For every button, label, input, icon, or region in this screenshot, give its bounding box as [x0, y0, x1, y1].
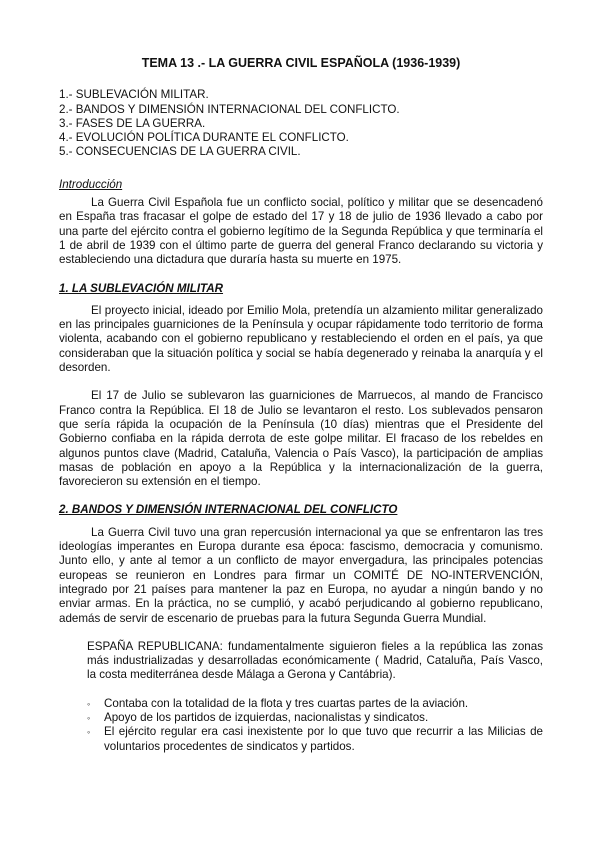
toc-item: 2.- BANDOS Y DIMENSIÓN INTERNACIONAL DEL CONFLICTO. — [59, 102, 400, 116]
toc-item: 5.- CONSECUENCIAS DE LA GUERRA CIVIL. — [59, 145, 301, 159]
republic-bullet-list — [87, 697, 543, 754]
list-item — [87, 711, 543, 725]
list-item-text: El ejército regular era casi inexistente por lo que tuvo que recurrir a las Milicias de voluntarios procedentes de sindicatos y partidos. — [104, 725, 543, 753]
intro-paragraph: La Guerra Civil Española fue un conflicto social, político y militar que se desencadenó en España tras fracasar el golpe de estado del 17 y 18 de julio de 1936 llevado a cabo por una parte del ejército contra el gobierno legítimo de la Segunda República y que terminaría el 1 de abril de 1939 con el último parte de guerra del general Franco declarando su victoria y estableciendo una dictadura que duraría hasta su muerte en 1975. — [59, 196, 543, 267]
section-2-heading: 2. BANDOS Y DIMENSIÓN INTERNACIONAL DEL CONFLICTO — [59, 503, 398, 517]
toc-item: 4.- EVOLUCIÓN POLÍTICA DURANTE EL CONFLICTO. — [59, 131, 349, 145]
section-1-paragraph: El 17 de Julio se sublevaron las guarniciones de Marruecos, al mando de Francisco Franco contra la República. El 18 de Julio se levantaron el resto. Los sublevados pensaron que sería rápida la ocupación de la Península (10 días) mientras que el Presidente del Gobierno confiaba en la rápida derrota de este golpe militar. El fracaso de los rebeldes en algunos puntos clave (Madrid, Cataluña, Valencia o País Vasco), la participación de amplias masas de población en apoyo a la República y la internacionalización de la guerra, favorecieron su extensión en el tiempo. — [59, 389, 543, 489]
list-item-text: Contaba con la totalidad de la flota y tres cuartas partes de la aviación. — [104, 696, 469, 710]
bullet-icon: ◦ — [87, 727, 91, 738]
bullet-icon: ◦ — [87, 712, 91, 723]
republic-block: ESPAÑA REPUBLICANA: fundamentalmente siguieron fieles a la república las zonas más industrializadas y desarrolladas económicamente ( Madrid, Cataluña, País Vasco, la costa mediterránea desde Málaga a Gerona y Cantábria). — [87, 639, 543, 682]
list-item-text: Apoyo de los partidos de izquierdas, nacionalistas y sindicatos. — [104, 710, 429, 724]
intro-label: Introducción — [59, 177, 123, 191]
list-item — [87, 725, 543, 754]
toc-item: 1.- SUBLEVACIÓN MILITAR. — [59, 88, 209, 102]
bullet-icon: ◦ — [87, 698, 91, 709]
toc-item: 3.- FASES DE LA GUERRA. — [59, 116, 206, 130]
table-of-contents — [59, 88, 543, 159]
section-1-heading: 1. LA SUBLEVACIÓN MILITAR — [59, 281, 224, 295]
section-1-paragraph: El proyecto inicial, ideado por Emilio Mola, pretendía un alzamiento militar generalizado en las principales guarniciones de la Península y ocupar rápidamente todo territorio de forma violenta, acabando con el gobierno republicano y restableciendo el orden en el país, ya que consideraban que la situación política y social se había degenerado y reinaba la anarquía y el desorden. — [59, 303, 543, 375]
document-title: TEMA 13 .- LA GUERRA CIVIL ESPAÑOLA (1936-1939) — [141, 56, 461, 70]
list-item — [87, 697, 543, 711]
section-2-paragraph: La Guerra Civil tuvo una gran repercusión internacional ya que se enfrentaron las tres ideologías imperantes en Europa durante esa época: fascismo, democracia y comunismo. Junto ello, y ante al temor a un conflicto de mayor envergadura, las principales potencias europeas se reunieron en Londres para firmar un COMITÉ DE NO-INTERVENCIÓN, integrado por 21 países para mantener la paz en Europa, no ayudar a ningún bando y no enviar armas. En la práctica, no se cumplió, y acabó perjudicando al gobierno republicano, además de servir de escenario de pruebas para la futura Segunda Guerra Mundial. — [59, 525, 543, 625]
